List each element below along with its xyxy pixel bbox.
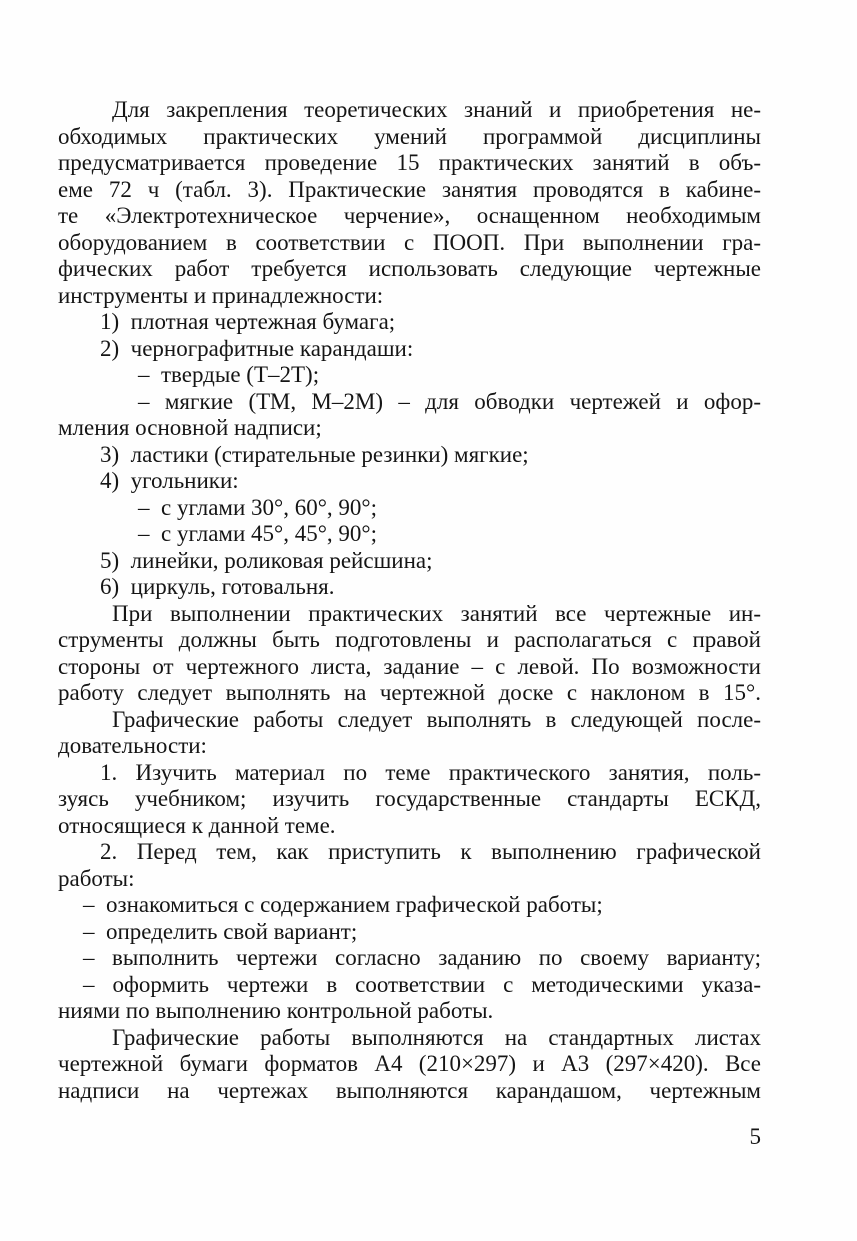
text-line: оборудованием в соответствии с ПООП. При выполнении гра- bbox=[58, 229, 761, 255]
text-line: инструменты и принадлежности: bbox=[58, 282, 384, 308]
text-line: надписи на чертежах выполняются карандашом, чертежным bbox=[58, 1077, 761, 1103]
text-line: 1) плотная чертежная бумага; bbox=[100, 309, 396, 334]
text-line: 3) ластики (стирательные резинки) мягкие; bbox=[100, 441, 529, 467]
text-line: предусматривается проведение 15 практических занятий в объ- bbox=[58, 150, 761, 175]
page-number: 5 bbox=[749, 1124, 761, 1149]
text-line: – выполнить чертежи согласно заданию по своему варианту; bbox=[83, 945, 761, 970]
text-line: обходимых практических умений программой дисциплины bbox=[58, 123, 761, 149]
text-line: еме 72 ч (табл. 3). Практические занятия проводятся в кабине- bbox=[58, 176, 761, 202]
text-line: ниями по выполнению контрольной работы. bbox=[58, 998, 494, 1023]
text-line: стороны от чертежного листа, задание – с левой. По возможности bbox=[58, 653, 761, 679]
text-line: мления основной надписи; bbox=[58, 415, 322, 440]
text-line: – ознакомиться с содержанием графической работы; bbox=[83, 892, 603, 917]
text-line: – оформить чертежи в соответствии с методическими указа- bbox=[83, 971, 761, 997]
text-line: 2. Перед тем, как приступить к выполнению графической bbox=[100, 839, 761, 864]
text-line: 5) линейки, роликовая рейсшина; bbox=[100, 547, 433, 573]
text-line: Графические работы выполняются на стандартных листах bbox=[112, 1024, 761, 1050]
text-line: – с углами 45°, 45°, 90°; bbox=[138, 521, 378, 546]
text-line: 4) угольники: bbox=[100, 468, 239, 493]
text-line: те «Электротехническое черчение», оснащенном необходимым bbox=[58, 203, 761, 228]
text-line: 2) чернографитные карандаши: bbox=[100, 335, 414, 361]
text-line: чертежной бумаги форматов А4 (210×297) и А3 (297×420). Все bbox=[58, 1051, 761, 1076]
text-line: относящиеся к данной теме. bbox=[58, 812, 336, 838]
text-line: Для закрепления теоретических знаний и приобретения не- bbox=[112, 97, 761, 122]
text-line: фических работ требуется использовать следующие чертежные bbox=[58, 256, 761, 281]
text-line: струменты должны быть подготовлены и располагаться с правой bbox=[58, 627, 761, 652]
text-line: При выполнении практических занятий все чертежные ин- bbox=[112, 600, 761, 626]
text-line: 6) циркуль, готовальня. bbox=[100, 574, 335, 599]
text-line: – твердые (Т–2Т); bbox=[138, 362, 320, 387]
text-line: Графические работы следует выполнять в следующей после- bbox=[112, 706, 761, 732]
text-line: зуясь учебником; изучить государственные стандарты ЕСКД, bbox=[58, 786, 761, 811]
body-text bbox=[58, 97, 761, 1104]
text-line: работы: bbox=[58, 865, 135, 891]
text-line: – с углами 30°, 60°, 90°; bbox=[138, 494, 378, 520]
text-line: работу следует выполнять на чертежной доске с наклоном в 15°. bbox=[58, 680, 761, 705]
text-line: 1. Изучить материал по теме практического занятия, поль- bbox=[100, 759, 761, 785]
text-line: – мягкие (ТМ, М–2М) – для обводки чертежей и офор- bbox=[138, 388, 761, 414]
text-line: довательности: bbox=[58, 733, 207, 758]
text-line: – определить свой вариант; bbox=[83, 918, 358, 944]
